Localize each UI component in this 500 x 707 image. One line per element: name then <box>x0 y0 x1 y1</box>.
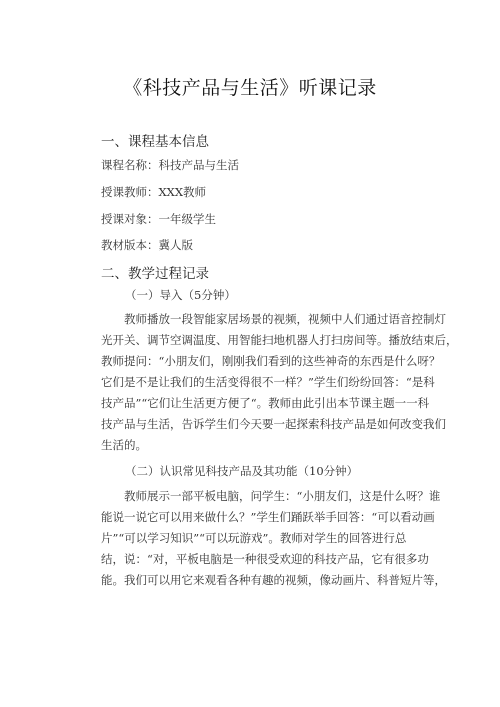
course-name-line: 课程名称：科技产品与生活 <box>101 158 239 172</box>
subsection-heading-intro: （一）导入（5分钟） <box>125 288 236 302</box>
document-title: 《科技产品与生活》听课记录 <box>123 77 377 99</box>
paragraph-line: 它们是不是让我们的生活变得很不一样？”学生们纷纷回答：“是科 <box>101 375 435 389</box>
paragraph-products <box>101 486 446 591</box>
subsection-heading-products: （二）认识常见科技产品及其功能（10分钟） <box>125 464 359 478</box>
edition-line: 教材版本：冀人版 <box>101 238 193 252</box>
paragraph-line: 能说一说它可以用来做什么？”学生们踊跃举手回答：“可以看动画 <box>101 510 435 524</box>
paragraph-line: 教师播放一段智能家居场景的视频，视频中人们通过语音控制灯 <box>101 312 446 326</box>
section-heading-process: 二、教学过程记录 <box>101 266 209 282</box>
paragraph-line: 能。我们可以用它来观看各种有趣的视频，像动画片、科普短片等， <box>101 573 446 587</box>
paragraph-line: 教师提问：“小朋友们，刚刚我们看到的这些神奇的东西是什么呀？ <box>101 354 441 368</box>
section-heading-basic-info: 一、课程基本信息 <box>101 134 209 150</box>
audience-line: 授课对象：一年级学生 <box>101 212 216 226</box>
paragraph-line: 技产品与生活，告诉学生们今天要一起探索科技产品是如何改变我们 <box>101 417 446 431</box>
paragraph-line: 教师展示一部平板电脑，问学生：“小朋友们，这是什么呀？谁 <box>101 489 441 503</box>
paragraph-line: 生活的。 <box>101 438 147 452</box>
paragraph-line: 结，说：“对，平板电脑是一种很受欢迎的科技产品，它有很多功 <box>101 552 429 566</box>
paragraph-line: 技产品”“它们让生活更方便了“。教师由此引出本节课主题一一科 <box>101 396 430 410</box>
paragraph-line: 片”“可以学习知识”“可以玩游戏”。教师对学生的回答进行总 <box>101 531 407 545</box>
paragraph-intro <box>101 309 458 456</box>
teacher-line: 授课教师：XXX教师 <box>101 185 207 199</box>
paragraph-line: 光开关、调节空调温度、用智能扫地机器人打扫房间等。播放结束后， <box>101 333 458 347</box>
